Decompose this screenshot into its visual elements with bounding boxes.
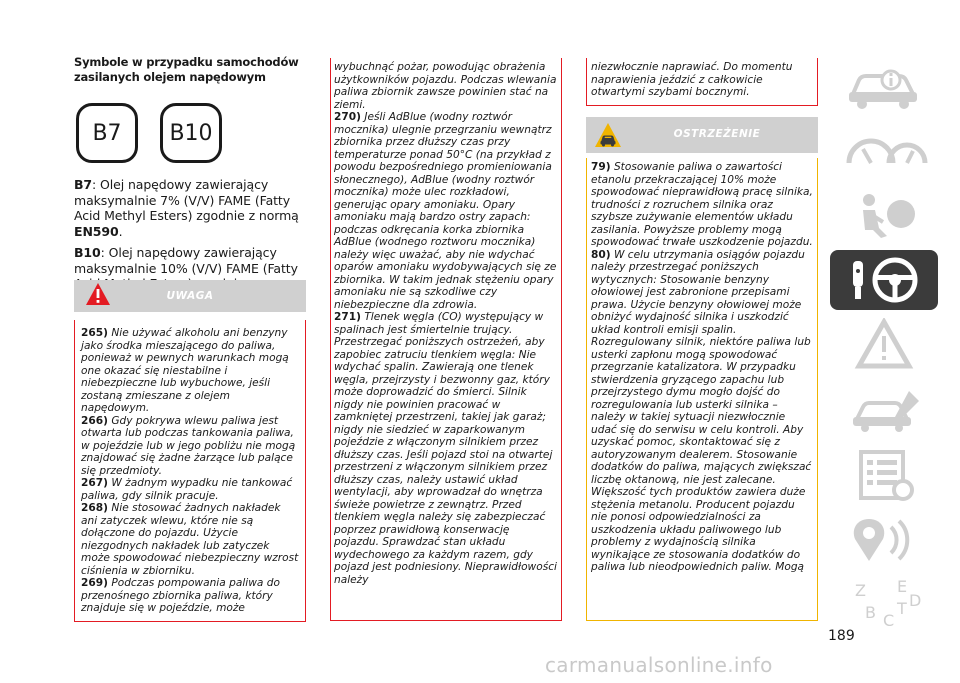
chapter-sidebar xyxy=(830,55,942,640)
safety-airbag-icon[interactable] xyxy=(830,185,938,245)
note-item: 268) Nie stosować żadnych nakładek ani zatyczek wlewu, które nie są dołączone do pojazdu. Użycie niezgodnych nakładek lub zatyczek może spowodować niebezpieczny wzrost ciśnienia w zbiorniku. xyxy=(81,502,299,577)
index-letter: C xyxy=(883,611,895,630)
media-nav-icon[interactable] xyxy=(830,510,938,570)
car-info-icon[interactable] xyxy=(830,55,938,115)
definition-b7: B7: Olej napędowy zawierający maksymalnie 7% (V/V) FAME (Fatty Acid Methyl Esters) zgodnie z normą EN590. xyxy=(74,177,299,239)
note-continuation xyxy=(330,58,562,621)
definition-b10: B10: Olej napędowy zawierający maksymalnie 10% (V/V) FAME (Fatty xyxy=(74,245,298,276)
index-letters-icon[interactable] xyxy=(830,575,938,635)
fuel-badge-b7: B7 xyxy=(76,103,138,163)
note-continuation-end: niezwłocznie naprawiać. Do momentu naprawienia jeździć z całkowicie otwartymi szybami bocznymi. xyxy=(586,58,818,106)
fuel-symbols-section xyxy=(74,55,306,307)
watermark: carmanualsonline.info xyxy=(545,653,773,677)
section-title: Symbole w przypadku samochodów zasilanych olejem napędowym xyxy=(74,55,299,84)
warning-triangle-icon[interactable] xyxy=(830,315,938,375)
note-intro: wybuchnąć pożar, powodując obrażenia użytkowników pojazdu. Podczas wlewania paliwa zbiornik zawsze powinien stać na ziemi. xyxy=(334,61,557,111)
note-label: UWAGA xyxy=(166,290,214,302)
note-item: 271) Tlenek węgla (CO) występujący w spalinach jest śmiertelnie trujący. Przestrzegać poniższych ostrzeżeń, aby zapobiec zatruciu tlenkiem węgla: Nie wdychać spalin. Zawierają one tlenek węgla, przejrzysty i bezwonny gaz, który może doprowadzić do śmierci. Silnik nigdy nie powinien pracować w zamkniętej przestrzeni, takiej jak garaż; nigdy nie siedzieć w zaparkowanym pojeździe z włączonym silnikiem przez dłuższy czas. Jeśli pojazd stoi na otwartej przestrzeni z włączonym silnikiem przez dłuższy czas, należy ustawić układ wentylacji, aby wprowadzał do wnętrza świeże powietrze z zewnątrz. Przed tlenkiem węgla należy się zabezpieczać poprzez prawidłową konserwację pojazdu. Sprawdzać stan układu wydechowego za każdym razem, gdy pojazd jest podniesiony. Nieprawidłowości należy xyxy=(334,311,557,586)
index-letter: Z xyxy=(855,581,866,600)
page-number: 189 xyxy=(828,628,855,644)
note-item: 267) W żadnym wypadku nie tankować paliwa, gdy silnik pracuje. xyxy=(81,477,293,502)
warning-header xyxy=(586,117,818,153)
note-box xyxy=(74,280,306,622)
warning-body xyxy=(586,158,818,621)
warning-label: OSTRZEŻENIE xyxy=(673,128,761,140)
dashboard-gauge-icon[interactable] xyxy=(830,120,938,180)
maintenance-icon[interactable] xyxy=(830,380,938,440)
warning-item: 79) Stosowanie paliwa o zawartości etanolu przekraczającej 10% może spowodować nieprawidłową pracę silnika, trudności z rozruchem silnika oraz szybsze zużywanie elementów układu zasilania. Powyższe problemy mogą spowodować trwałe uszkodzenie pojazdu. xyxy=(591,161,813,248)
index-letter: T xyxy=(897,599,907,618)
note-header xyxy=(74,280,306,312)
fuel-badges xyxy=(76,103,306,163)
fuel-badge-b10: B10 xyxy=(160,103,222,163)
index-letter: D xyxy=(909,591,922,610)
note-item: 269) Podczas pompowania paliwa do przenośnego zbiornika paliwa, który znajduje się w pojeździe, może xyxy=(81,577,280,614)
note-item: 270) Jeśli AdBlue (wodny roztwór mocznika) ulegnie przegrzaniu wewnątrz zbiornika przez dłuższy czas przy temperaturze ponad 50°C (na przykład z powodu bezpośredniego promieniowania słonecznego), AdBlue (wodny roztwór mocznika) może ulec rozkładowi, generując opary amoniaku. Opary amoniaku mają bardzo ostry zapach: podczas odkręcania korka zbiornika AdBlue (wodnego roztworu mocznika) należy więc uważać, aby nie wdychać oparów amoniaku wydobywających się ze zbiornika. W takim jednak stężeniu opary amoniaku nie są szkodliwe czy niebezpieczne dla zdrowia. xyxy=(334,111,557,311)
steering-key-icon[interactable] xyxy=(830,250,938,310)
note-item: 266) Gdy pokrywa wlewu paliwa jest otwarta lub podczas tankowania paliwa, w pojeździe lub w jego pobliżu nie mogą znajdować się żadne żarzące lub palące się przedmioty. xyxy=(81,414,296,477)
note-body xyxy=(74,320,306,622)
index-letter: E xyxy=(897,578,908,596)
warning-item: 80) W celu utrzymania osiągów pojazdu należy przestrzegać poniższych wytycznych: Stosowanie benzyny ołowiowej jest zabronione przepisami prawa. Użycie benzyny ołowiowej może obniżyć wydajność silnika i uszkodzić układ kontroli emisji spalin. Rozregulowany silnik, niektóre paliwa lub usterki zapłonu mogą spowodować przegrzanie katalizatora. W przypadku stwierdzenia gryzącego zapachu lub przejrzystego dymu mogło dojść do rozregulowania lub usterki silnika – należy w takiej sytuacji niezwłocznie udać się do serwisu w celu kontroli. Aby uzyskać pomoc, skontaktować się z autoryzowanym dealerem. Stosowanie dodatków do paliwa, mających zwiększać liczbę oktanową, nie jest zalecane. Większość tych produktów zawiera duże stężenia metanolu. Producent pojazdu nie ponosi odpowiedzialności za uszkodzenia układu paliwowego lub problemy z wydajnością silnika wynikające ze stosowania dodatków do paliwa lub nieodpowiednich paliw. Mogą xyxy=(591,248,812,573)
note-item: 265) Nie używać alkoholu ani benzyny jako środka mieszającego do paliwa, ponieważ w pewnych warunkach mogą one okazać się niestabilne i niebezpieczne lub wybuchowe, jeśli zostaną zmieszane z olejem napędowym. xyxy=(81,327,289,414)
index-letter: B xyxy=(865,603,876,622)
specs-table-icon[interactable] xyxy=(830,445,938,505)
